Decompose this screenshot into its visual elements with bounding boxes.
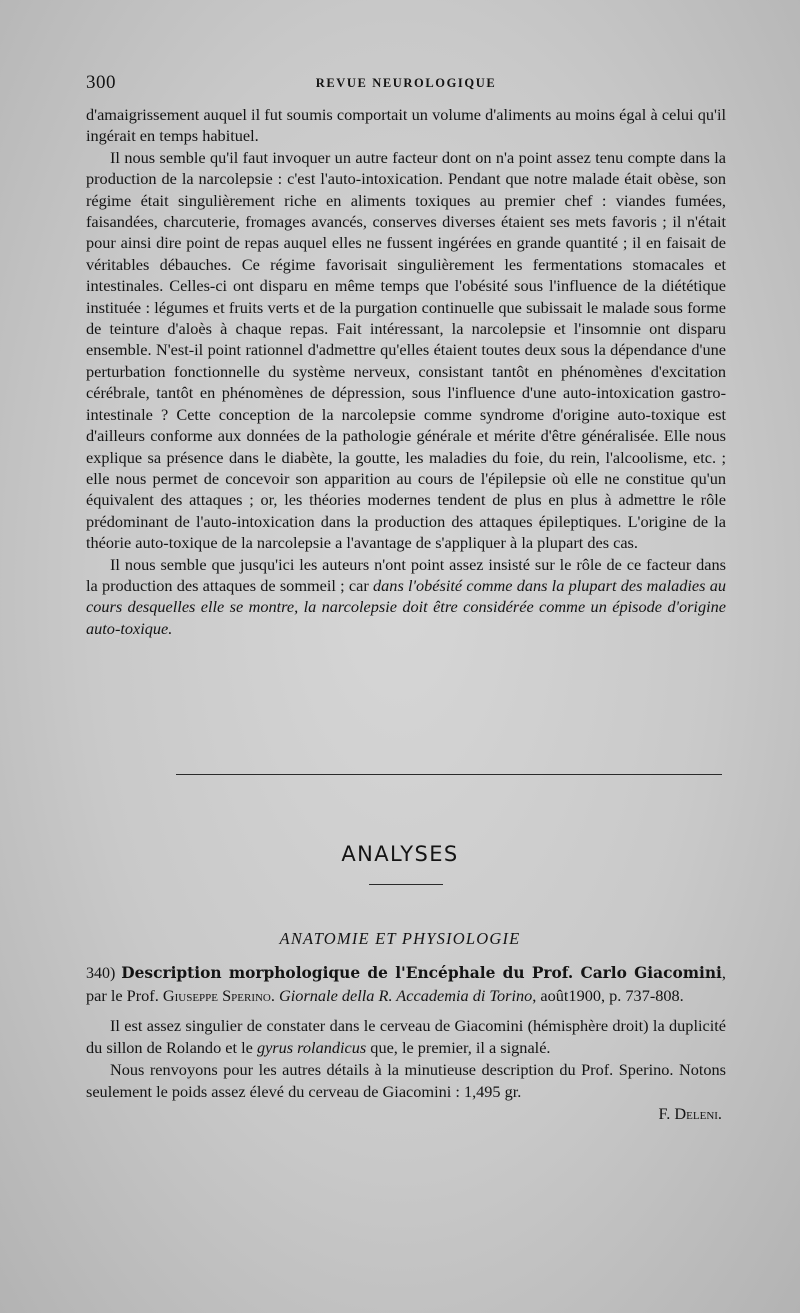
section-title: ANALYSES [341,842,459,866]
entry-by: , par le Prof. [86,963,726,1005]
entry-para1-start: Il est assez singulier de constater dans le cerveau de Giacomini (hémisphère droit) la duplicité du sillon de Rolando et le [86,1016,726,1057]
entry-source-rest: , août1900, p. 737-808. [532,986,684,1005]
paragraph-auto-intoxication: Il nous semble qu'il faut invoquer un autre facteur dont on n'a point assez tenu compte dans la production de la narcolepsie : c'est l'auto-intoxication. Pendant que notre malade était obèse, son régime était singulièrement riche en aliments toxiques au premier chef : viandes fumées, faisandées, charcuterie, fromages avancés, conserves diverses étaient ses mets favoris ; il n'était pour ainsi dire point de repas auquel elles ne fussent ingérées en grande quantité ; il en faisait de véritables débauches. Ce régime favorisait singulièrement les fermentations stomacales et intestinales. Celles-ci ont disparu en même temps que l'obésité sous l'influence de la diététique instituée : légumes et fruits verts et de la purgation continuelle que subissait le malade sous forme de teinture d'aloès à chaque repas. Fait intéressant, la narcolepsie et l'insomnie ont disparu ensemble. N'est-il point rationnel d'admettre qu'elles étaient toutes deux sous la dépendance d'une perturbation fonctionnelle du système nerveux, consistant tantôt en phénomènes d'excitation cérébrale, tantôt en phénomènes de dépression, sous l'influence d'une auto-intoxication gastro-intestinale ? Cette conception de la narcolepsie comme syndrome d'origine auto-toxique est d'ailleurs conforme aux données de la pathologie générale et mérite d'être généralisée. Elle nous explique sa présence dans le diabète, la goutte, les maladies du foie, du rein, l'alcoolisme, etc. ; elle nous permet de concevoir son apparition au cours de l'épilepsie où elle ne constitue qu'un équivalent des attaques ; or, les théories modernes tendent de plus en plus à admettre le rôle prédominant de l'auto-intoxication dans la production des attaques épileptiques. L'origine de la théorie auto-toxique de la narcolepsie a l'avantage de s'appliquer à la plupart des cas. [86,147,726,553]
section-title-underline [369,884,443,885]
entry-paragraph-2: Nous renvoyons pour les autres détails à la minutieuse description du Prof. Sperino. Notons seulement le poids assez élevé du cerveau de Giacomini : 1,495 gr. [86,1060,726,1101]
analysis-entry [86,962,726,1125]
running-head [86,72,726,94]
journal-title: REVUE NEUROLOGIQUE [315,76,497,90]
paragraph-conclusion [86,554,726,640]
conclusion-italic: dans l'obésité comme dans la plupart des maladies au cours desquelles elle se montre, la narcolepsie doit être considérée comme un épisode d'origine auto-toxique. [86,575,726,638]
entry-heading [86,962,726,1007]
section-divider-rule [176,774,722,775]
spacer [86,1007,726,1015]
entry-source: Giornale della R. Accademia di Torino [279,986,533,1005]
entry-para1-italic: gyrus rolandicus [256,1038,367,1057]
entry-after-author: . [270,986,280,1005]
entry-para1-end: que, le premier, il a signalé. [366,1038,551,1057]
entry-author: Giuseppe Sperino [162,986,271,1005]
entry-paragraph-1 [86,1015,726,1059]
article-body [86,104,726,639]
entry-signature: F. Deleni. [658,1104,722,1123]
paragraph-continued: d'amaigrissement auquel il fut soumis comportait un volume d'aliments au moins égal à celui qu'il ingérait en temps habituel. [86,105,726,146]
entry-title: Description morphologique de l'Encéphale du Prof. Carlo Giacomini [121,964,722,982]
page-number: 300 [86,72,116,93]
conclusion-text: Il nous semble que jusqu'ici les auteurs n'ont point assez insisté sur le rôle de ce facteur dans la production des attaques de sommeil ; car [86,554,726,595]
subsection-title: ANATOMIE ET PHYSIOLOGIE [279,929,521,948]
entry-number: 340) [86,965,116,982]
